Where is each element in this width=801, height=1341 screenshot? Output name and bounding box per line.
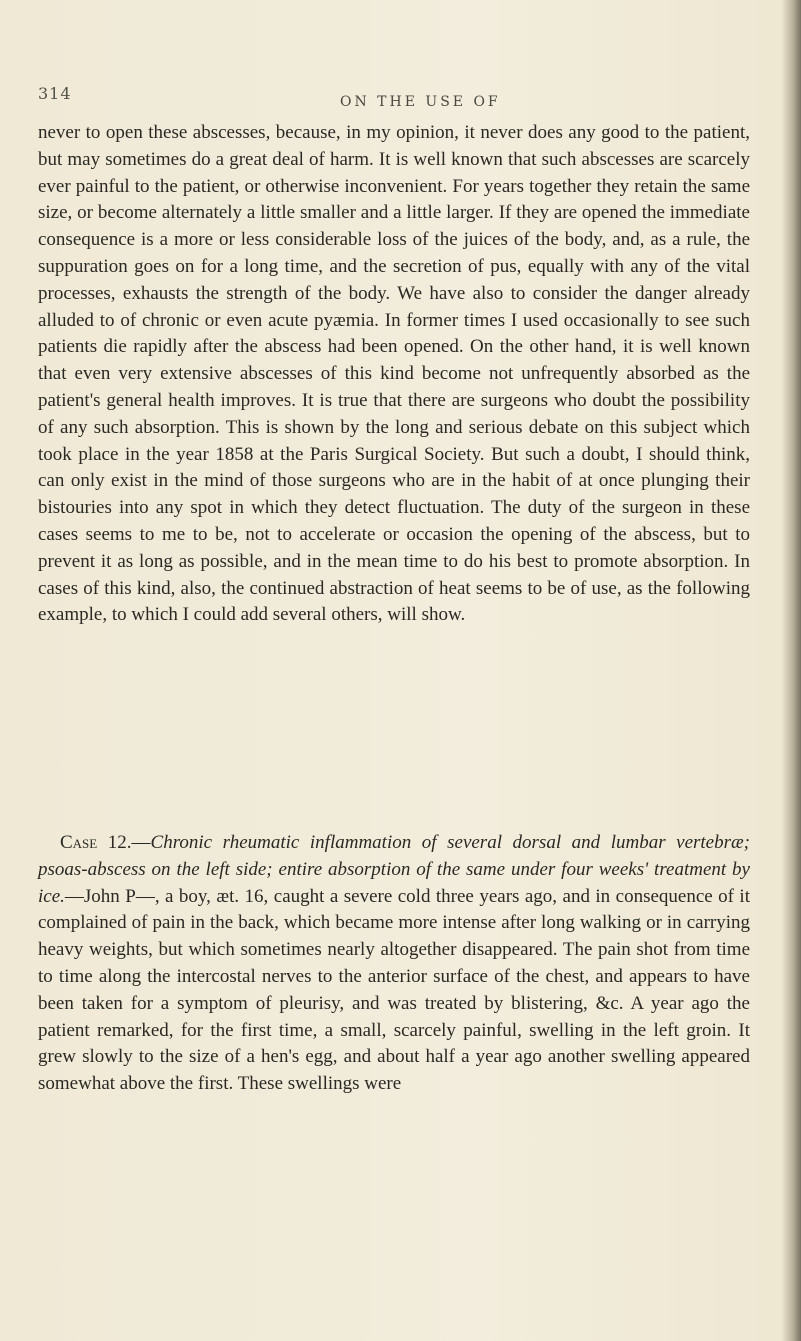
body-paragraph: never to open these abscesses, because, in my opinion, it never does any good to the patient, but may sometimes do a great deal of harm. It is well known that such abscesses are scarcely ever painful to the patient, or otherwise inconvenient. For years together they retain the same size, or become alternately a little smaller and a little larger. If they are opened the immediate consequence is a more or less considerable loss of the juices of the body, and, as a rule, the suppuration goes on for a long time, and the secretion of pus, equally with any of the vital processes, exhausts the strength of the body. We have also to consider the danger already alluded to of chronic or even acute pyæmia. In former times I used occasionally to see such patients die rapidly after the abscess had been opened. On the other hand, it is well known that even very extensive abscesses of this kind become not unfrequently absorbed as the patient's general health improves. It is true that there are surgeons who doubt the possibility of any such absorption. This is shown by the long and serious debate on this subject which took place in the year 1858 at the Paris Surgical Society. But such a doubt, I should think, can only exist in the mind of those surgeons who are in the habit of at once plunging their bistouries into any spot in which they detect fluctuation. The duty of the surgeon in these cases seems to me to be, not to accelerate or occasion the opening of the abscess, but to prevent it as long as possible, and in the mean time to do his best to promote absorption. In cases of this kind, also, the continued abstraction of heat seems to be of use, as the following example, to which I could add several others, will show. xyxy=(38,122,750,626)
case-dash: — xyxy=(131,832,151,853)
case-label: Case 12. xyxy=(60,832,132,853)
running-head: ON THE USE OF xyxy=(340,94,501,110)
page-edge-shadow xyxy=(781,0,801,1341)
page-number: 314 xyxy=(38,84,72,103)
case-paragraph xyxy=(38,830,750,1098)
case-text: —John P—, a boy, æt. 16, caught a severe cold three years ago, and in consequence of it complained of pain in the back, which became more intense after long walking or in carrying heavy weights, but which sometimes nearly altogether disappeared. The pain shot from time to time along the intercostal nerves to the anterior surface of the chest, and appears to have been taken for a symptom of pleurisy, and was treated by blistering, &c. A year ago the patient remarked, for the first time, a small, scarcely painful, swelling in the left groin. It grew slowly to the size of a hen's egg, and about half a year ago another swelling appeared somewhat above the first. These swellings were xyxy=(38,885,750,1095)
case-title: Chronic rheumatic inflammation of several dorsal and lumbar vertebræ; psoas-abscess on the left side; entire absorption of the same under four weeks' treatment by ice. xyxy=(38,832,750,907)
